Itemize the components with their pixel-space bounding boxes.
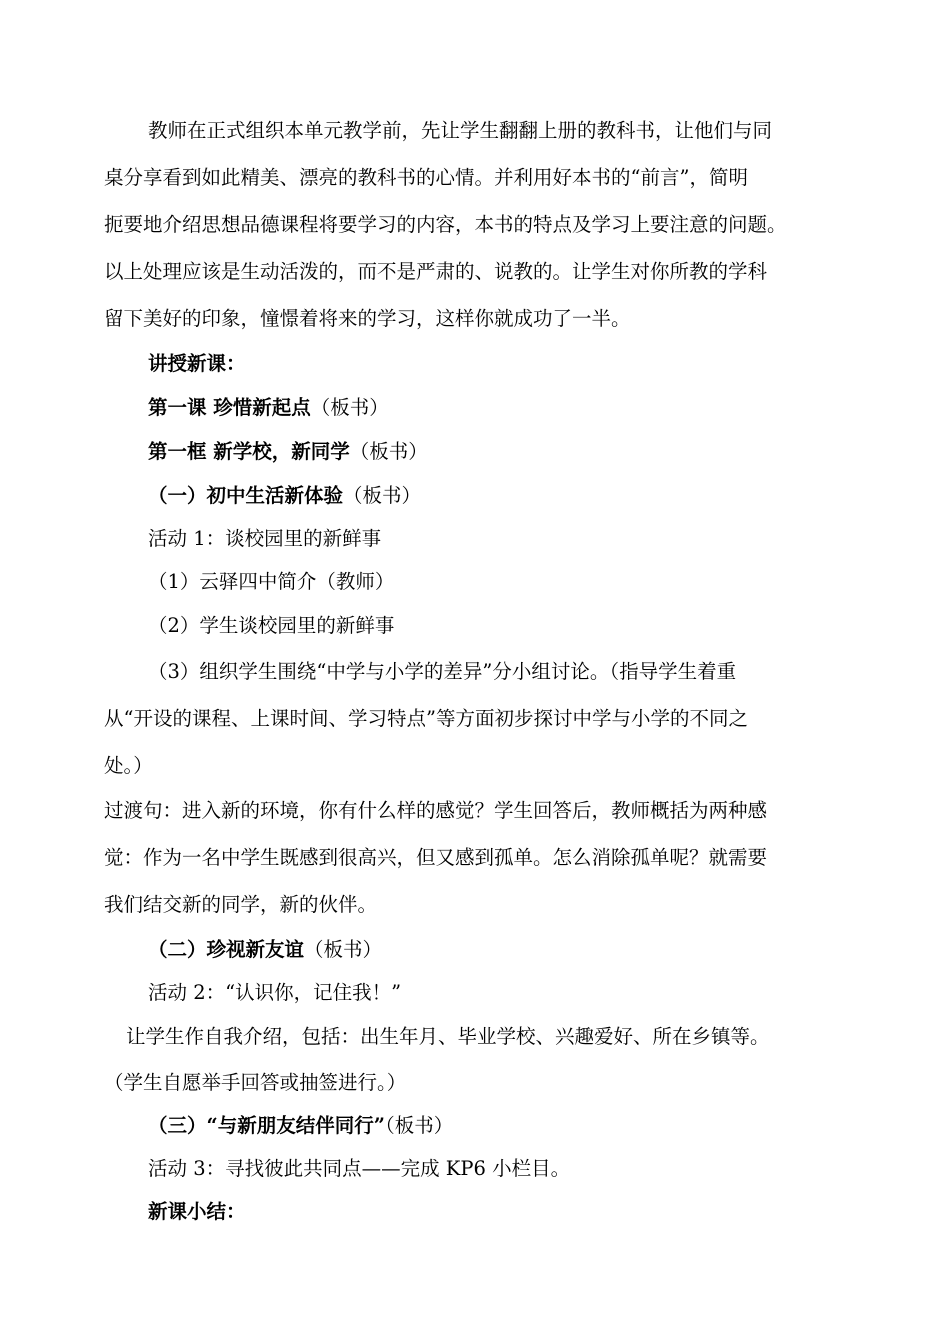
lesson-title-text: 第一课 珍惜新起点 — [148, 396, 311, 419]
list-item-continuation: 从“开设的课程、上课时间、学习特点”等方面初步探讨中学与小学的不同之 — [104, 707, 748, 730]
paragraph-line: 以上处理应该是生动活泼的，而不是严肃的、说教的。让学生对你所教的学科 — [104, 260, 768, 283]
activity-2: 活动 2：“认识你，记住我！” — [148, 981, 402, 1004]
frame-title-note: （板书） — [349, 440, 428, 463]
section-1-title — [148, 486, 421, 506]
section-3-title-text: （三）“与新朋友结伴同行” — [148, 1114, 385, 1137]
lesson-title — [148, 398, 389, 418]
paragraph-line: 桌分享看到如此精美、漂亮的教科书的心情。并利用好本书的“前言”，简明 — [104, 166, 748, 189]
frame-title — [148, 442, 428, 462]
lesson-title-note: （板书） — [310, 396, 389, 419]
intro-line: （学生自愿举手回答或抽签进行。） — [104, 1071, 407, 1094]
activity-3: 活动 3：寻找彼此共同点——完成 KP6 小栏目。 — [148, 1157, 571, 1180]
paragraph-line: 扼要地介绍思想品德课程将要学习的内容，本书的特点及学习上要注意的问题。 — [104, 213, 787, 236]
frame-title-text: 第一框 新学校，新同学 — [148, 440, 350, 463]
summary-heading: 新课小结： — [148, 1200, 246, 1223]
list-item: （1）云驿四中简介（教师） — [148, 570, 395, 593]
paragraph-line: 教师在正式组织本单元教学前，先让学生翻翻上册的教科书，让他们与同 — [148, 119, 773, 142]
paragraph-line: 留下美好的印象，憧憬着将来的学习，这样你就成功了一半。 — [104, 307, 631, 330]
section-1-title-text: （一）初中生活新体验 — [148, 484, 344, 507]
transition-line: 过渡句：进入新的环境，你有什么样的感觉？学生回答后，教师概括为两种感 — [104, 799, 768, 822]
section-2-title-text: （二）珍视新友谊 — [148, 938, 305, 961]
section-3-title-note: （板书） — [384, 1114, 454, 1137]
section-2-title-note: （板书） — [304, 938, 383, 961]
heading-new-lesson: 讲授新课： — [148, 352, 246, 375]
transition-line: 我们结交新的同学，新的伙伴。 — [104, 893, 378, 916]
list-item-continuation: 处。） — [104, 754, 153, 777]
activity-1: 活动 1：谈校园里的新鲜事 — [148, 527, 382, 550]
section-2-title — [148, 940, 382, 960]
section-1-title-note: （板书） — [343, 484, 422, 507]
transition-line: 觉：作为一名中学生既感到很高兴，但又感到孤单。怎么消除孤单呢？就需要 — [104, 846, 768, 869]
intro-line: 让学生作自我介绍，包括：出生年月、毕业学校、兴趣爱好、所在乡镇等。 — [126, 1025, 770, 1048]
section-3-title — [148, 1116, 453, 1136]
list-item: （2）学生谈校园里的新鲜事 — [148, 614, 395, 637]
list-item: （3）组织学生围绕“中学与小学的差异”分小组讨论。（指导学生着重 — [148, 660, 737, 683]
